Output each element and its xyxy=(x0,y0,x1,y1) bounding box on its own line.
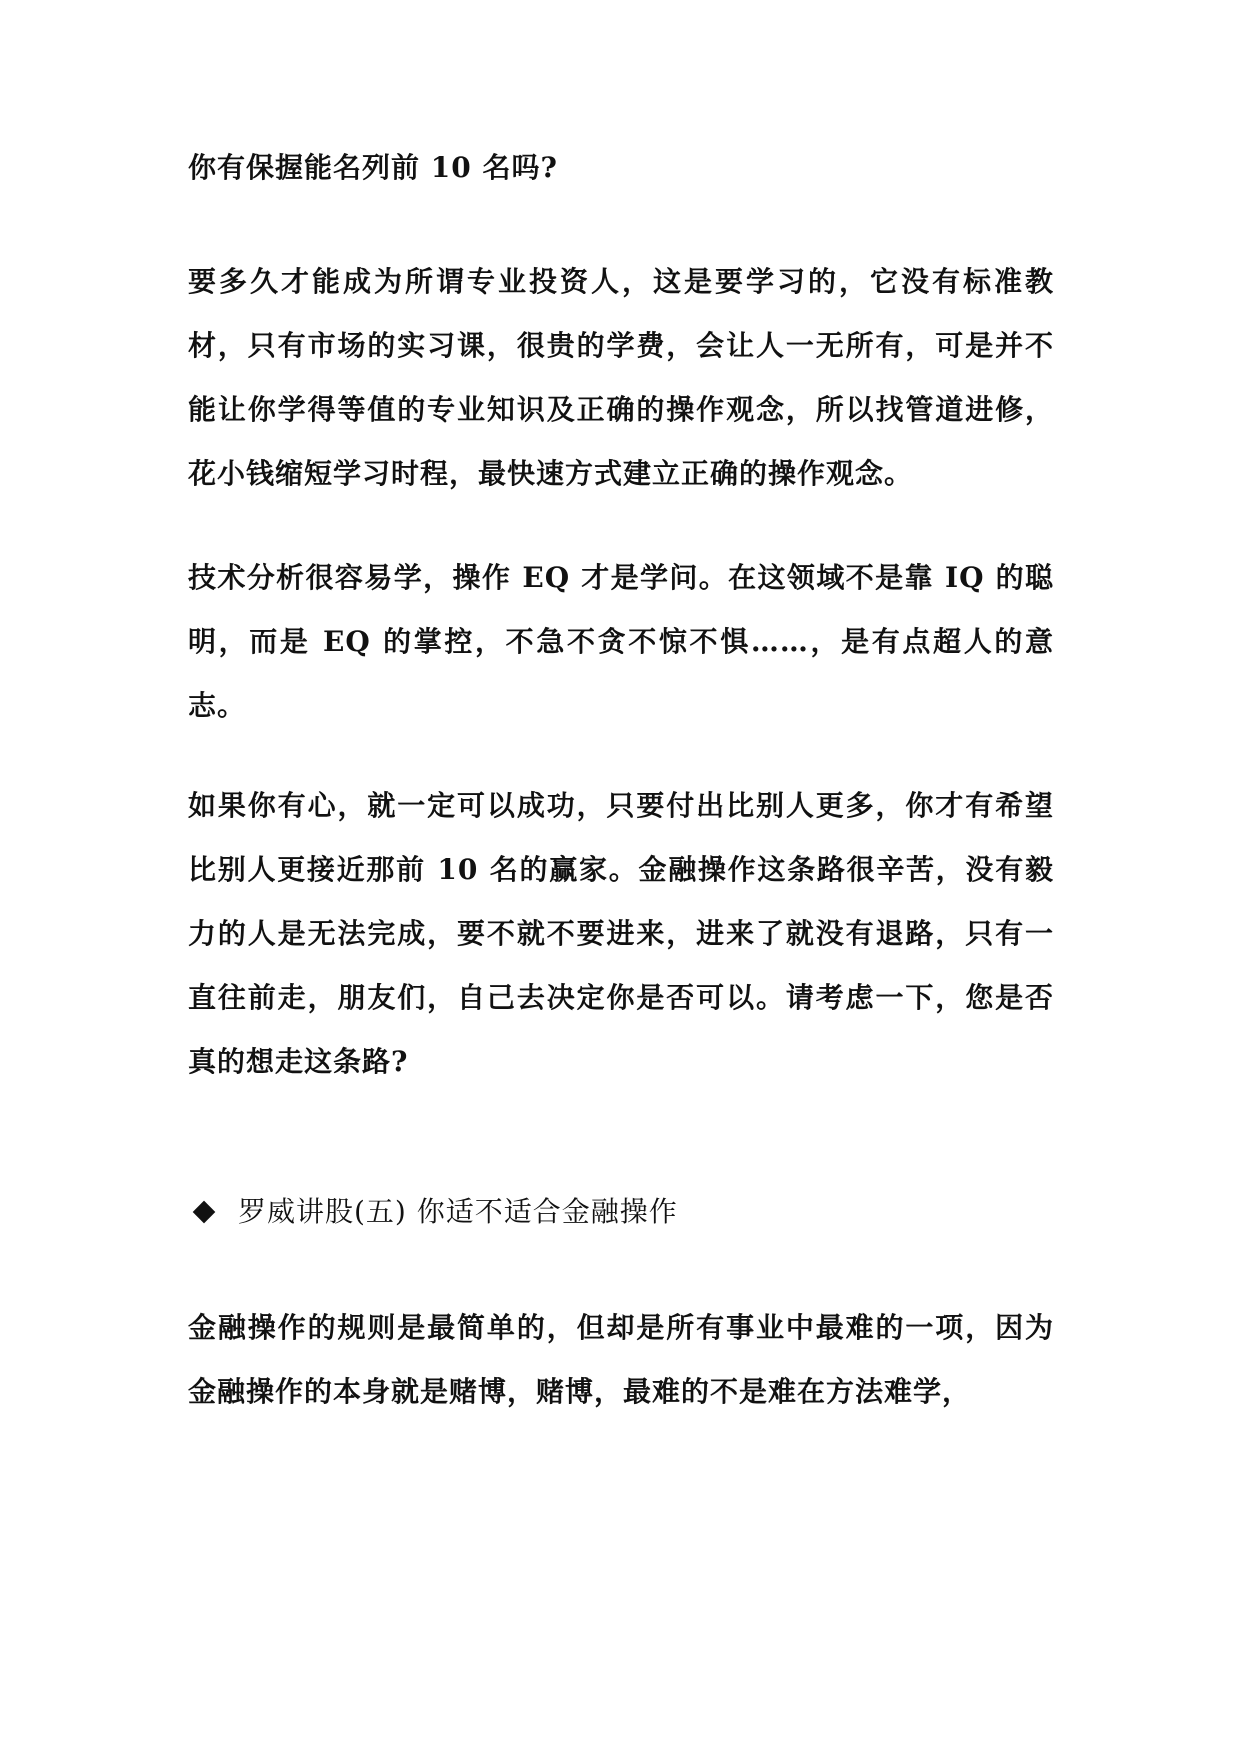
section-heading xyxy=(188,1180,1054,1244)
paragraph-gambling: 金融操作的规则是最简单的，但却是所有事业中最难的一项，因为金融操作的本身就是赌博，赌博，最难的不是难在方法难学， xyxy=(188,1311,1054,1408)
paragraph-eq: 技术分析很容易学，操作 EQ 才是学问。在这领域不是靠 IQ 的聪明，而是 EQ 的掌控，不急不贪不惊不惧……，是有点超人的意志。 xyxy=(188,561,1054,722)
section-heading-text: 罗威讲股(五) 你适不适合金融操作 xyxy=(238,1195,678,1228)
paragraph-learning: 要多久才能成为所谓专业投资人，这是要学习的，它没有标准教材，只有市场的实习课，很贵的学费，会让人一无所有，可是并不能让你学得等值的专业知识及正确的操作观念，所以找管道进修，花小钱缩短学习时程，最快速方式建立正确的操作观念。 xyxy=(188,265,1054,490)
diamond-bullet-icon xyxy=(193,1201,216,1224)
paragraph-success: 如果你有心，就一定可以成功，只要付出比别人更多，你才有希望比别人更接近那前 10 名的赢家。金融操作这条路很辛苦，没有毅力的人是无法完成，要不就不要进来，进来了就没有退路，只有一直往前走，朋友们，自己去决定你是否可以。请考虑一下，您是否真的想走这条路? xyxy=(188,789,1054,1078)
paragraph-question: 你有保握能名列前 10 名吗? xyxy=(188,151,558,184)
